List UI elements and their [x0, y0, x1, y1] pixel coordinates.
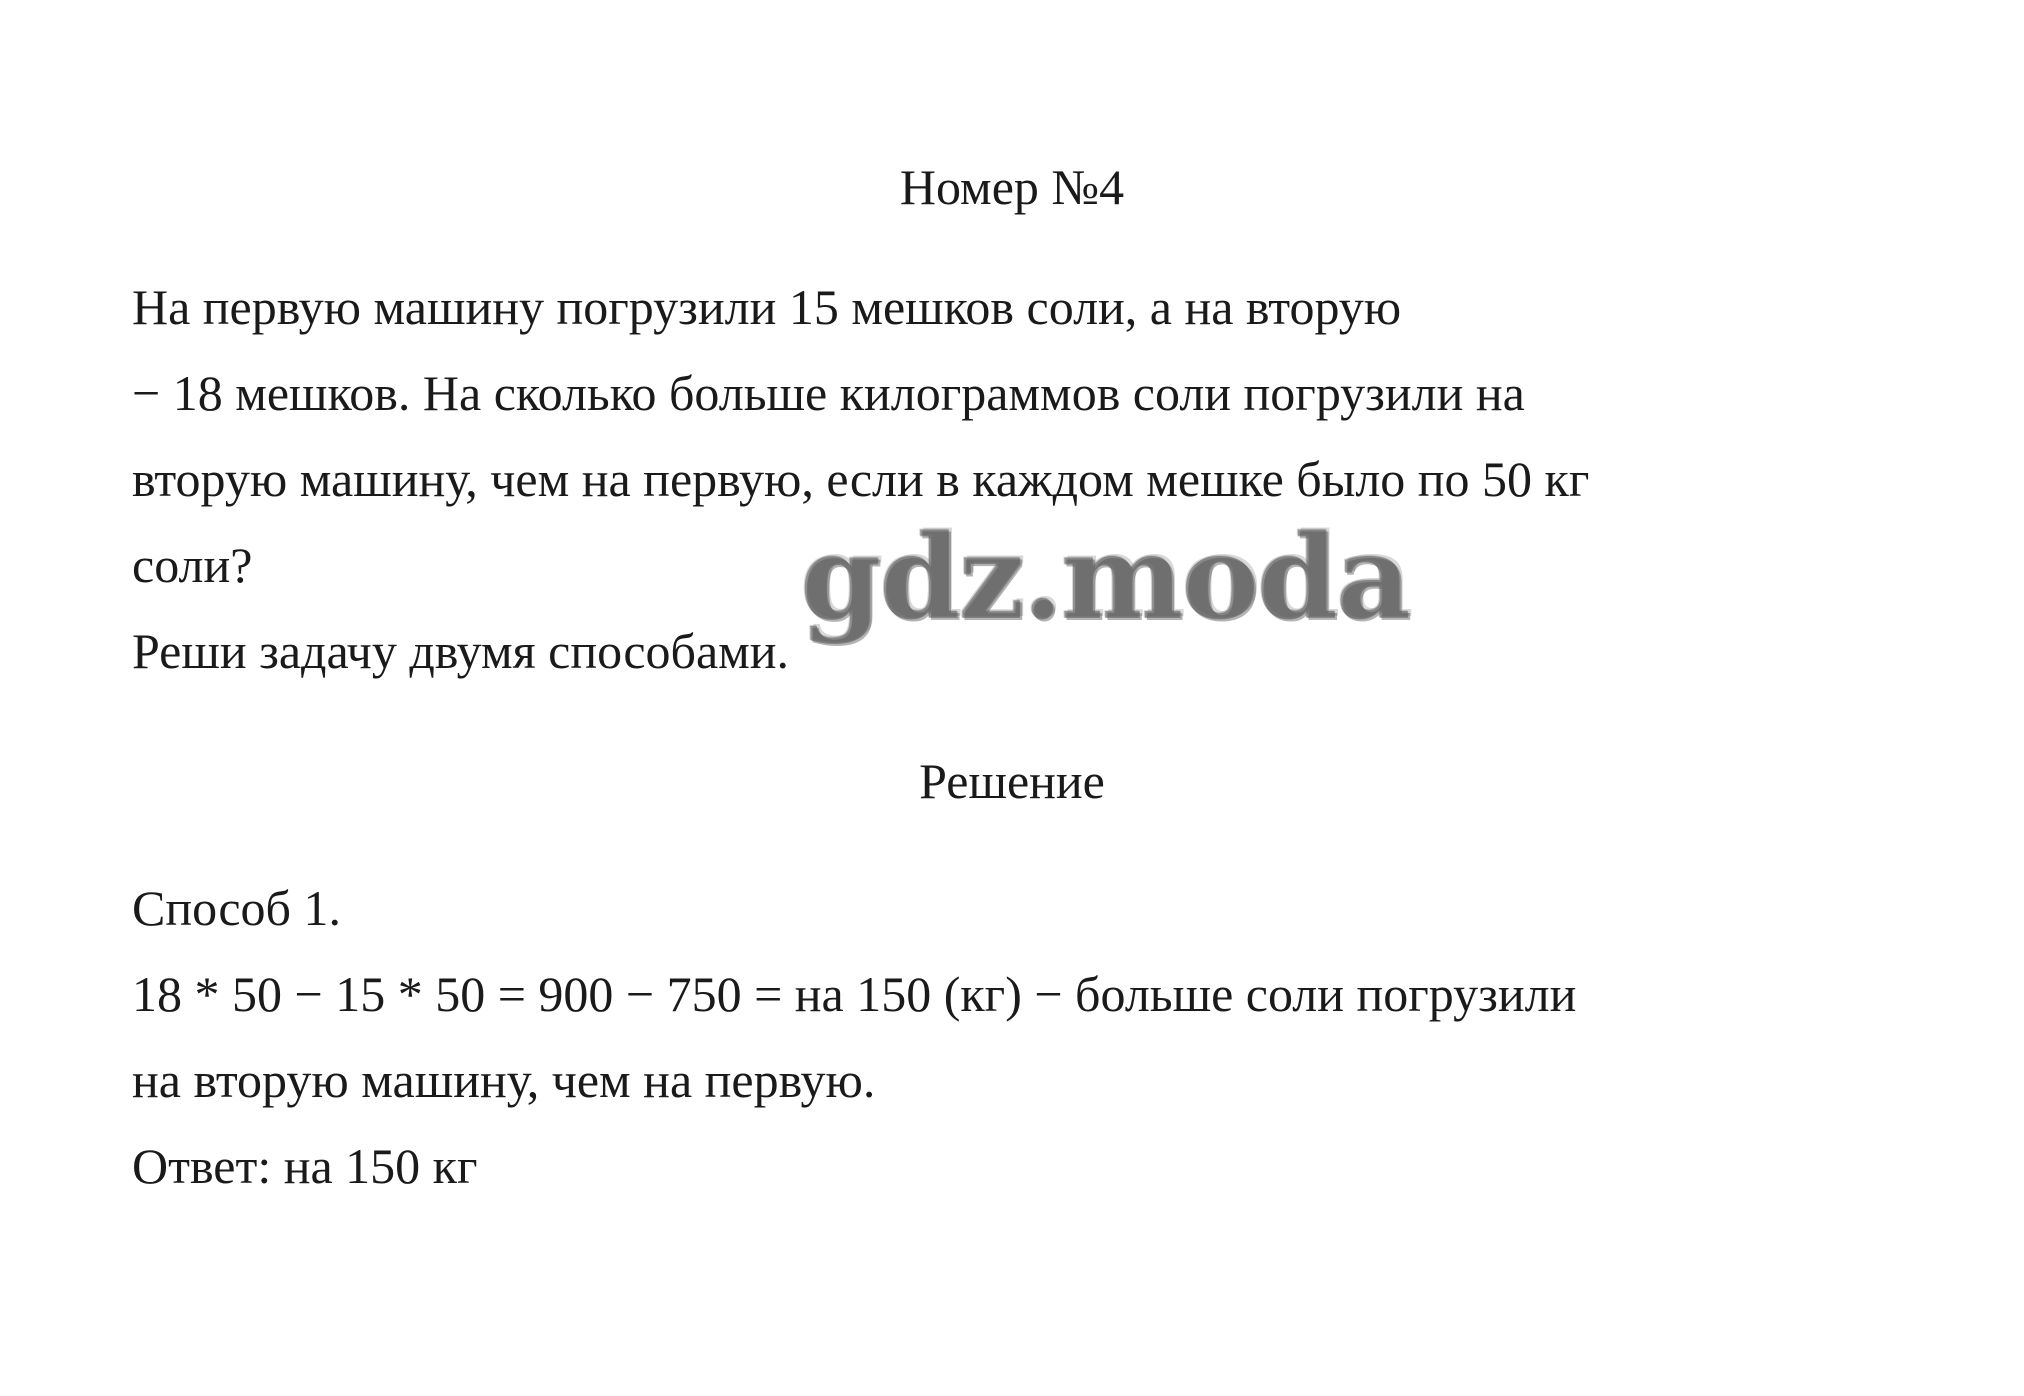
page-title: Номер №4 — [899, 159, 1125, 215]
problem-task: Реши задачу двумя способами. — [132, 623, 790, 679]
problem-line-2: − 18 мешков. На сколько больше килограммов соли погрузили на — [132, 365, 1525, 421]
watermark-logo: gdz.moda — [800, 510, 1409, 646]
problem-line-4: соли? — [132, 537, 253, 593]
answer-line: Ответ: на 150 кг — [132, 1138, 478, 1194]
method-label: Способ 1. — [132, 880, 341, 936]
solution-heading: Решение — [919, 753, 1105, 809]
problem-line-1: На первую машину погрузили 15 мешков соли, а на вторую — [132, 279, 1402, 335]
solution-line-2: на вторую машину, чем на первую. — [132, 1052, 876, 1108]
problem-line-3: вторую машину, чем на первую, если в каждом мешке было по 50 кг — [132, 451, 1590, 507]
solution-line-1: 18 * 50 − 15 * 50 = 900 − 750 = на 150 (кг) − больше соли погрузили — [132, 966, 1577, 1022]
